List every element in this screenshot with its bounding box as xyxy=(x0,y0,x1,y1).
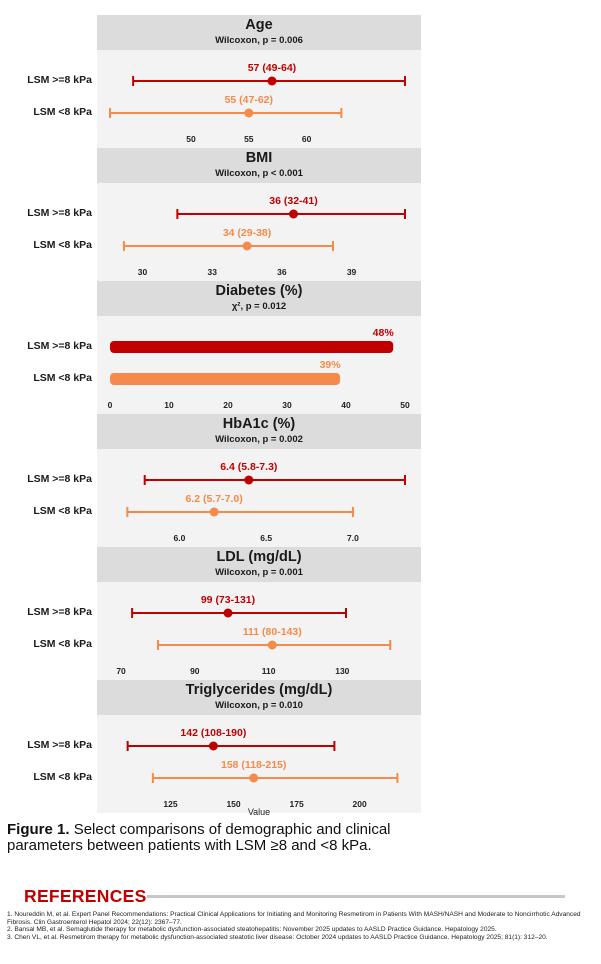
panel-title: Diabetes (%) xyxy=(215,283,303,299)
x-tick-label: 40 xyxy=(341,400,351,410)
x-tick-label: 150 xyxy=(226,799,241,809)
x-tick-label: 70 xyxy=(116,666,126,676)
panel-subtitle: Wilcoxon, p = 0.002 xyxy=(215,434,303,445)
x-tick-label: 90 xyxy=(190,666,200,676)
data-label: 6.4 (5.8-7.3) xyxy=(220,461,278,473)
median-point xyxy=(244,109,253,118)
x-tick-label: 6.5 xyxy=(260,533,273,543)
x-tick-label: 175 xyxy=(289,799,304,809)
data-label: 57 (49-64) xyxy=(247,62,297,74)
figure-caption xyxy=(7,822,467,854)
reference-item: 1. Noureddin M, et al. Expert Panel Recommendations: Practical Clinical Applications for Initiating and Monitoring Resmetirom in Patients With MASH/NASH and Moderate to Noncirrhotic Advanced Fibrosis. Clin Gastroenterol Hepatol 2024; 22(12): 2367–77. xyxy=(7,911,581,926)
panel-title: HbA1c (%) xyxy=(222,416,296,432)
median-point xyxy=(224,609,233,618)
row-label: LSM <8 kPa xyxy=(33,106,92,118)
row-label: LSM >=8 kPa xyxy=(27,739,92,751)
row-label: LSM >=8 kPa xyxy=(27,606,92,618)
row-label: LSM <8 kPa xyxy=(33,771,92,783)
panel-title: BMI xyxy=(245,150,273,166)
bar xyxy=(110,373,340,385)
x-tick-label: 7.0 xyxy=(347,533,359,543)
data-label: 6.2 (5.7-7.0) xyxy=(185,493,243,505)
row-label: LSM <8 kPa xyxy=(33,239,92,251)
row-label: LSM >=8 kPa xyxy=(27,207,92,219)
median-point xyxy=(243,242,252,251)
reference-item: 3. Chen VL, et al. Resmetirom therapy for metabolic dysfunction-associated steatotic liver disease: October 2024 updates to AASLD Practice Guidance. Hepatology 2025; 81(1): 312–20. xyxy=(7,933,548,941)
bar xyxy=(110,341,393,353)
reference-item: 2. Bansal MB, et al. Semaglutide therapy for metabolic dysfunction-associated steatohepatitis: November 2025 updates to AASLD Practice Guidance. Hepatology 2025. xyxy=(7,926,497,934)
x-tick-label: 110 xyxy=(261,666,276,676)
data-label: 48% xyxy=(372,327,394,339)
x-tick-label: 50 xyxy=(186,134,196,144)
data-label: 55 (47-62) xyxy=(224,94,274,106)
x-tick-label: 30 xyxy=(137,267,148,277)
row-label: LSM <8 kPa xyxy=(33,638,92,650)
row-label: LSM >=8 kPa xyxy=(27,74,92,86)
x-tick-label: 0 xyxy=(107,400,113,410)
median-point xyxy=(289,210,298,219)
caption-text: Select comparisons of demographic and clinical parameters between patients with LSM ≥8 and <8 kPa. xyxy=(7,821,391,854)
data-label: 142 (108-190) xyxy=(180,727,247,739)
median-point xyxy=(210,508,219,517)
panel-title: LDL (mg/dL) xyxy=(216,549,302,565)
panel-subtitle: χ², p = 0.012 xyxy=(231,301,287,312)
data-label: 158 (118-215) xyxy=(221,759,287,771)
row-label: LSM <8 kPa xyxy=(33,505,92,517)
median-point xyxy=(268,641,277,650)
panel-title: Triglycerides (mg/dL) xyxy=(185,682,333,698)
data-label: 99 (73-131) xyxy=(200,594,256,606)
x-tick-label: 30 xyxy=(282,400,292,410)
x-tick-label: 60 xyxy=(301,134,312,144)
x-tick-label: 55 xyxy=(244,134,254,144)
panel-subtitle: Wilcoxon, p = 0.010 xyxy=(215,700,303,711)
x-tick-label: 36 xyxy=(277,267,287,277)
row-label: LSM <8 kPa xyxy=(33,372,92,384)
x-tick-label: 33 xyxy=(207,267,217,277)
references-divider xyxy=(147,895,565,898)
panel-subtitle: Wilcoxon, p = 0.006 xyxy=(215,35,303,46)
x-axis-title: Value xyxy=(247,807,271,817)
data-label: 36 (32-41) xyxy=(269,195,318,207)
data-label: 39% xyxy=(319,359,341,371)
row-label: LSM >=8 kPa xyxy=(27,473,92,485)
x-tick-label: 6.0 xyxy=(173,533,186,543)
panel-title: Age xyxy=(245,17,273,33)
data-label: 111 (80-143) xyxy=(242,626,302,638)
references-list xyxy=(7,911,587,941)
x-tick-label: 50 xyxy=(400,400,410,410)
median-point xyxy=(249,774,258,783)
x-tick-label: 10 xyxy=(164,400,174,410)
x-tick-label: 125 xyxy=(163,799,178,809)
x-tick-label: 39 xyxy=(346,267,357,277)
data-label: 34 (29-38) xyxy=(222,227,272,239)
caption-label: Figure 1. xyxy=(7,821,70,838)
references-title: REFERENCES xyxy=(24,886,147,906)
panel-subtitle: Wilcoxon, p = 0.001 xyxy=(215,567,303,578)
x-tick-label: 130 xyxy=(335,666,350,676)
median-point xyxy=(244,476,253,485)
row-label: LSM >=8 kPa xyxy=(27,340,92,352)
x-tick-label: 200 xyxy=(352,799,367,809)
median-point xyxy=(209,742,218,751)
panel-subtitle: Wilcoxon, p < 0.001 xyxy=(215,168,303,179)
x-tick-label: 20 xyxy=(223,400,233,410)
median-point xyxy=(267,77,276,86)
